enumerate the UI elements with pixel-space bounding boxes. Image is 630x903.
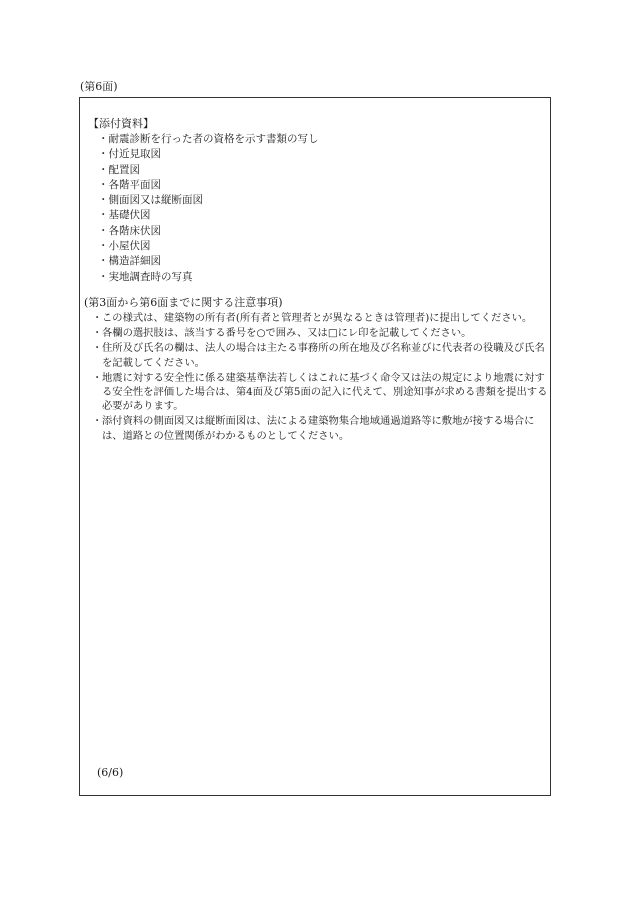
attachment-item: ・小屋伏図	[98, 240, 151, 253]
note-item	[90, 414, 550, 442]
attachment-item: ・耐震診断を行った者の資格を示す書類の写し	[98, 133, 319, 145]
page-number: (6/6)	[97, 766, 124, 779]
form-frame	[79, 97, 551, 796]
attachment-item: ・実地調査時の写真	[98, 270, 193, 283]
attachment-item: ・基礎伏図	[98, 209, 151, 222]
bullet-mark: ・	[92, 342, 103, 355]
notes-heading: (第3面から第6面までに関する注意事項)	[84, 296, 283, 309]
note-text: 地震に対する安全性に係る建築基準法若しくはこれに基づく命令又は法の規定により地震に対する安全性を評価した場合は、第4面及び第5面の記入に代えて、別途知事が求める書類を提出する必要があります。	[102, 371, 548, 413]
attachments-heading: 【添付資料】	[88, 117, 154, 130]
note-item	[90, 341, 550, 369]
attachment-item: ・側面図又は縦断面図	[98, 194, 203, 207]
note-text: 添付資料の側面図又は縦断面図は、法による建築物集合地域通過道路等に敷地が接する場合には、道路との位置関係がわかるものとしてください。	[102, 415, 535, 442]
note-text: この様式は、建築物の所有者(所有者と管理者とが異なるときは管理者)に提出してください。	[102, 312, 533, 324]
notes-list	[90, 311, 550, 444]
note-text: 各欄の選択肢は、該当する番号を○で囲み、又は□にレ印を記載してください。	[102, 327, 472, 340]
attachment-item: ・各階床伏図	[98, 224, 161, 237]
note-item	[90, 371, 550, 414]
bullet-mark: ・	[92, 371, 103, 384]
note-text: 住所及び氏名の欄は、法人の場合は主たる事務所の所在地及び名称並びに代表者の役職及び氏名を記載してください。	[102, 342, 545, 369]
bullet-mark: ・	[92, 312, 103, 324]
attachment-item: ・付近見取図	[98, 148, 161, 161]
bullet-mark: ・	[92, 415, 103, 428]
note-item	[90, 326, 550, 340]
page-label: (第6面)	[80, 80, 118, 93]
attachments-list	[98, 132, 319, 285]
note-item	[90, 311, 550, 325]
bullet-mark: ・	[92, 327, 103, 340]
attachment-item: ・配置図	[98, 163, 140, 176]
attachment-item: ・各階平面図	[98, 178, 161, 191]
attachment-item: ・構造詳細図	[98, 255, 161, 268]
